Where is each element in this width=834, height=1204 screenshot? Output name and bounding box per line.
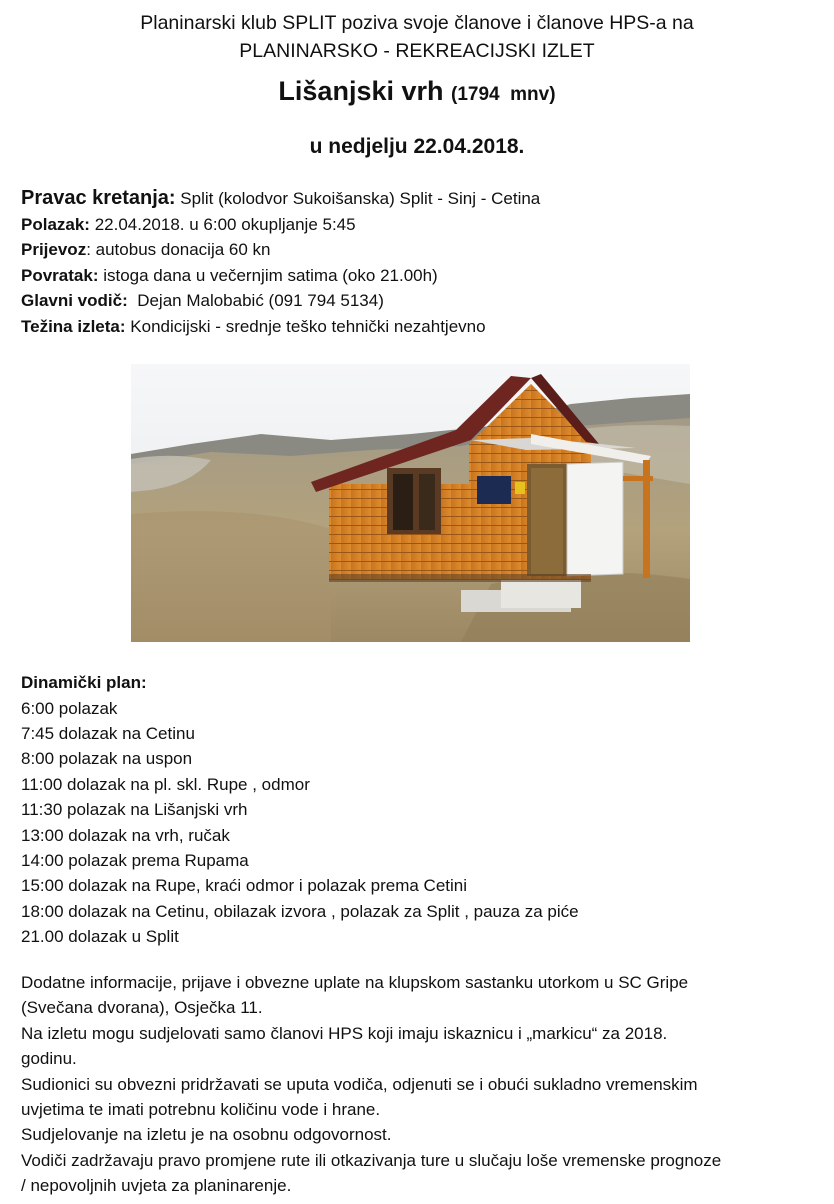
info-row-route (21, 186, 821, 212)
note-line: Na izletu mogu sudjelovati samo članovi HPS koji imaju iskaznicu i „markicu“ za 2018. (21, 1023, 668, 1043)
info-row-transport (21, 237, 821, 263)
info-value: 22.04.2018. u 6:00 okupljanje 5:45 (89, 214, 356, 234)
itinerary-item: 7:45 dolazak na Cetinu (21, 723, 195, 743)
info-row-return (21, 263, 821, 289)
itinerary-item: 15:00 dolazak na Rupe, kraći odmor i polazak prema Cetini (21, 876, 468, 896)
itinerary-item: 13:00 dolazak na vrh, ručak (21, 825, 230, 845)
trip-info (21, 186, 821, 339)
trip-type-line: PLANINARSKO - REKREACIJSKI IZLET (239, 40, 595, 62)
itinerary-item: 18:00 dolazak na Cetinu, obilazak izvora , polazak za Split , pauza za piće (21, 901, 579, 921)
trip-title (0, 74, 834, 112)
itinerary-item: 21.00 dolazak u Split (21, 927, 179, 947)
info-label: Polazak: (21, 214, 90, 234)
additional-notes (21, 970, 821, 1199)
trip-date: u nedjelju 22.04.2018. (309, 135, 525, 158)
info-value: Dejan Malobabić (091 794 5134) (127, 291, 384, 310)
info-value: istoga dana u večernjim satima (oko 21.00h) (98, 265, 438, 285)
itinerary-item: 11:30 polazak na Lišanjski vrh (21, 800, 248, 820)
info-row-departure (21, 212, 821, 238)
info-label: Pravac kretanja: (21, 187, 176, 209)
itinerary-item: 11:00 dolazak na pl. skl. Rupe , odmor (21, 774, 310, 794)
note-line: Vodiči zadržavaju pravo promjene rute ili otkazivanja ture u slučaju loše vremenske prognoze (21, 1150, 722, 1170)
info-row-difficulty (21, 314, 821, 340)
peak-elevation: (1794 mnv) (451, 84, 556, 105)
info-label: Glavni vodič: (21, 291, 128, 310)
info-value: : autobus donacija 60 kn (86, 240, 271, 259)
note-line: uvjetima te imati potrebnu količinu vode i hrane. (21, 1100, 381, 1120)
peak-name: Lišanjski vrh (278, 76, 444, 106)
itinerary-item: 14:00 polazak prema Rupama (21, 850, 249, 870)
note-line: / nepovoljnih uvjeta za planinarenje. (21, 1176, 292, 1196)
mountain-hut-photo (131, 364, 690, 642)
info-row-guide (21, 288, 821, 314)
info-value: Split (kolodvor Sukoišanska) Split - Sinj - Cetina (175, 189, 541, 208)
info-label: Povratak: (21, 265, 99, 285)
itinerary-item: 6:00 polazak (21, 698, 118, 718)
note-line: Sudionici su obvezni pridržavati se uputa vodiča, odjenuti se i obući sukladno vremenskim (21, 1074, 698, 1094)
itinerary-heading: Dinamički plan: (21, 673, 147, 692)
note-line: (Svečana dvorana), Osječka 11. (21, 998, 263, 1018)
note-line: godinu. (21, 1049, 77, 1069)
info-label: Prijevoz (21, 240, 87, 259)
note-line: Sudjelovanje na izletu je na osobnu odgovornost. (21, 1125, 392, 1145)
info-value: Kondicijski - srednje teško tehnički nezahtjevno (125, 316, 486, 336)
itinerary-item: 8:00 polazak na uspon (21, 749, 193, 769)
invitation-line: Planinarski klub SPLIT poziva svoje članove i članove HPS-a na (140, 12, 694, 34)
info-label: Težina izleta: (21, 316, 126, 336)
itinerary (21, 670, 821, 950)
note-line: Dodatne informacije, prijave i obvezne uplate na klupskom sastanku utorkom u SC Gripe (21, 973, 689, 992)
